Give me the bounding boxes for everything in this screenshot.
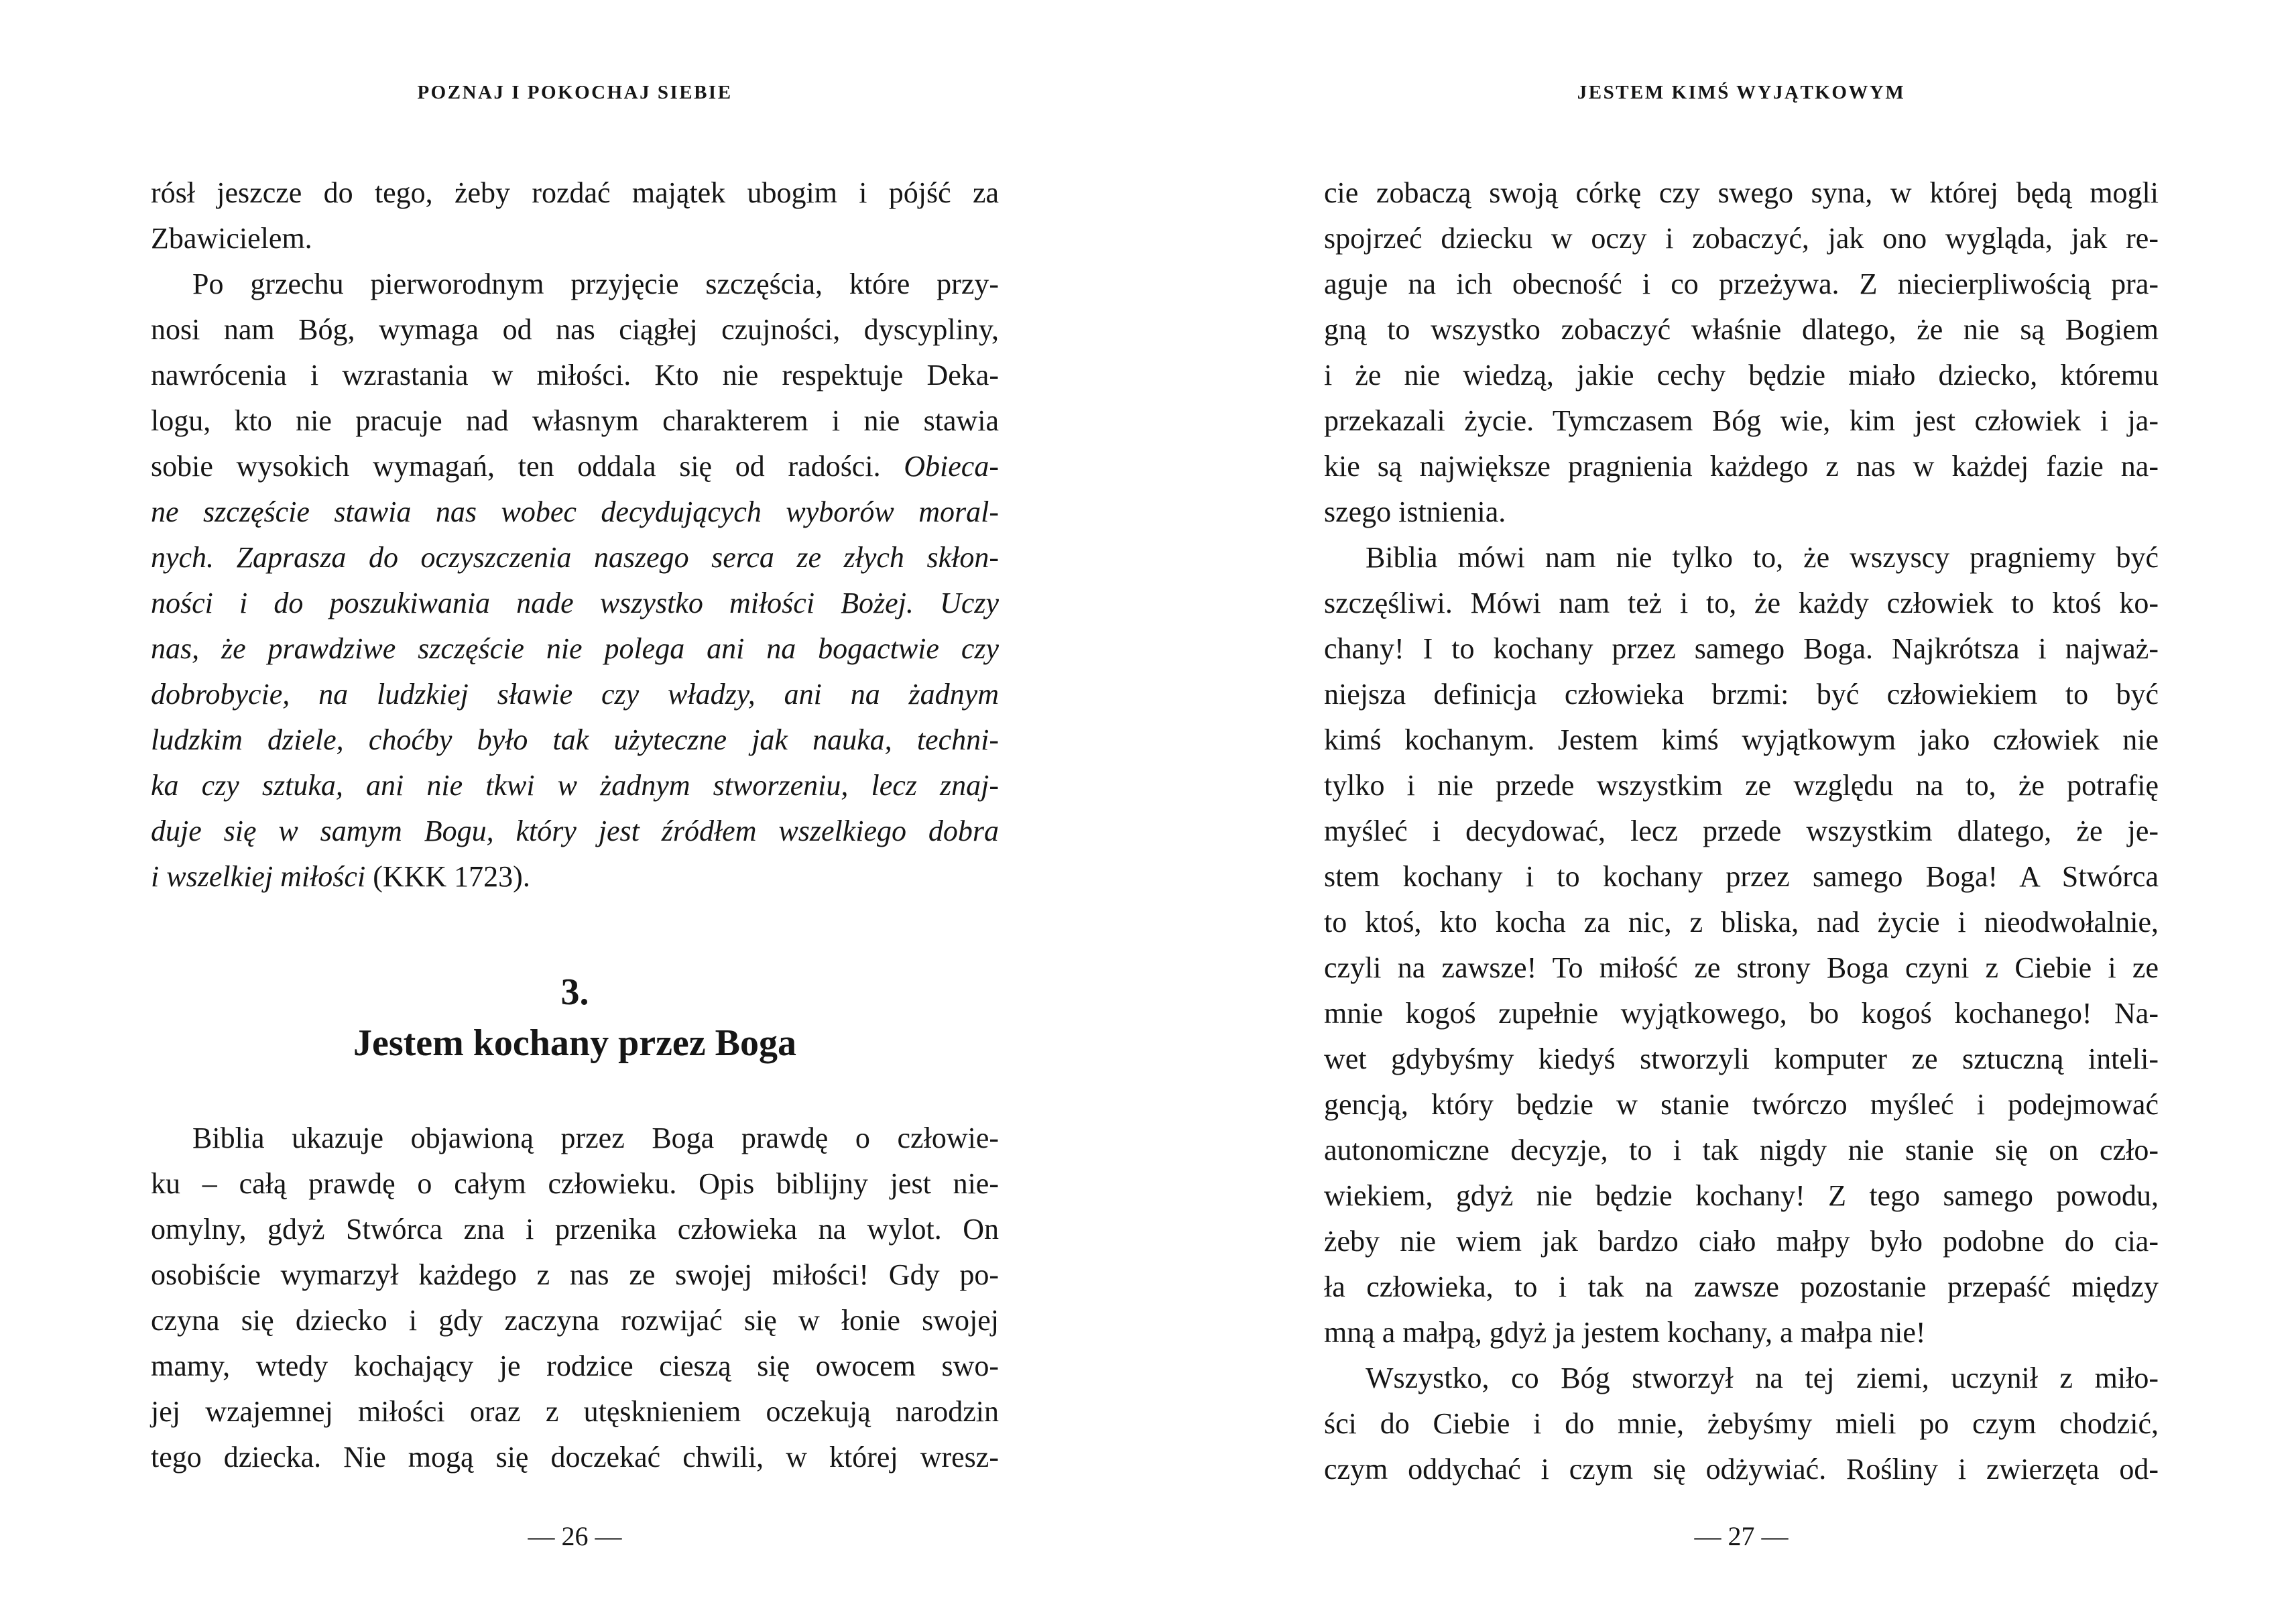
text-segment: szczęśliwi. Mówi nam też i to, że każdy człowiek to ktoś ko- <box>1324 587 2159 619</box>
italic-text-segment: duje się w samym Bogu, który jest źródłem wszelkiego dobra <box>151 815 999 847</box>
text-line <box>151 1161 999 1207</box>
text-line <box>1324 1264 2159 1310</box>
text-line <box>151 763 999 808</box>
text-segment: myśleć i decydować, lecz przede wszystkim dlatego, że je- <box>1324 815 2159 847</box>
text-segment: ła człowieka, to i tak na zawsze pozostanie przepaść między <box>1324 1270 2159 1303</box>
italic-text-segment: ka czy sztuka, ani nie tkwi w żadnym stworzeniu, lecz znaj- <box>151 769 999 802</box>
text-segment: gną to wszystko zobaczyć właśnie dlatego, że nie są Bogiem <box>1324 313 2159 346</box>
text-segment: jej wzajemnej miłości oraz z utęsknieniem oczekują narodzin <box>151 1395 999 1428</box>
text-segment: osobiście wymarzył każdego z nas ze swojej miłości! Gdy po- <box>151 1258 999 1291</box>
page-right <box>1324 0 2159 1623</box>
text-segment: cie zobaczą swoją córkę czy swego syna, w której będą mogli <box>1324 176 2159 209</box>
text-line <box>1324 991 2159 1036</box>
text-line <box>1324 398 2159 444</box>
text-segment: i że nie wiedzą, jakie cechy będzie miało dziecko, któremu <box>1324 359 2159 392</box>
text-segment: omylny, gdyż Stwórca zna i przenika człowieka na wylot. On <box>151 1213 999 1246</box>
text-line <box>151 581 999 626</box>
italic-text-segment: nych. Zaprasza do oczyszczenia naszego serca ze złych skłon- <box>151 541 999 574</box>
text-line <box>1324 444 2159 489</box>
text-line <box>151 170 999 216</box>
text-segment: kimś kochanym. Jestem kimś wyjątkowym jako człowiek nie <box>1324 723 2159 756</box>
text-line <box>1324 763 2159 808</box>
text-line <box>151 216 999 261</box>
page-body-left <box>151 170 999 1480</box>
italic-text-segment: ne szczęście stawia nas wobec decydujących wyborów moral- <box>151 495 999 528</box>
text-line <box>151 1252 999 1298</box>
paragraph <box>151 261 999 900</box>
running-head-left: POZNAJ I POKOCHAJ SIEBIE <box>417 82 733 103</box>
text-segment: mnie kogoś zupełnie wyjątkowego, bo kogoś kochanego! Na- <box>1324 997 2159 1030</box>
text-segment: Po grzechu pierworodnym przyjęcie szczęścia, które przy- <box>192 267 999 300</box>
running-head-right: JESTEM KIMŚ WYJĄTKOWYM <box>1577 82 1906 103</box>
text-segment: mną a małpą, gdyż ja jestem kochany, a małpa nie! <box>1324 1316 1926 1349</box>
chapter-title: Jestem kochany przez Boga <box>353 1022 796 1064</box>
text-segment: logu, kto nie pracuje nad własnym charakterem i nie stawia <box>151 404 999 437</box>
text-line <box>151 1116 999 1161</box>
text-line <box>151 717 999 763</box>
text-line <box>151 1343 999 1389</box>
text-line <box>151 626 999 672</box>
text-line <box>151 808 999 854</box>
text-line <box>151 535 999 581</box>
text-line <box>151 1389 999 1435</box>
text-line <box>1324 945 2159 991</box>
text-line <box>151 672 999 717</box>
text-segment: to ktoś, kto kocha za nic, z bliska, nad życie i nieodwołalnie, <box>1324 906 2159 939</box>
text-line <box>151 353 999 398</box>
text-line <box>1324 535 2159 581</box>
page-left <box>151 0 999 1623</box>
text-line <box>1324 1219 2159 1264</box>
text-segment: autonomiczne decyzje, to i tak nigdy nie stanie się on czło- <box>1324 1134 2159 1166</box>
text-segment: sobie wysokich wymagań, ten oddala się od radości. <box>151 450 904 483</box>
text-line <box>1324 216 2159 261</box>
text-line <box>1324 1082 2159 1128</box>
italic-text-segment: nas, że prawdziwe szczęście nie polega ani na bogactwie czy <box>151 632 999 665</box>
text-line <box>1324 717 2159 763</box>
text-line <box>1324 626 2159 672</box>
text-segment: niejsza definicja człowieka brzmi: być człowiekiem to być <box>1324 678 2159 711</box>
paragraph <box>151 1116 999 1480</box>
text-segment: Biblia ukazuje objawioną przez Boga prawdę o człowie- <box>192 1122 999 1154</box>
text-line <box>1324 581 2159 626</box>
text-segment: (KKK 1723). <box>373 860 530 893</box>
text-line <box>151 1435 999 1480</box>
text-segment: Zbawicielem. <box>151 222 312 255</box>
text-segment: mamy, wtedy kochający je rodzice cieszą się owocem swo- <box>151 1349 999 1382</box>
text-segment: aguje na ich obecność i co przeżywa. Z niecierpliwością pra- <box>1324 267 2159 300</box>
text-line <box>1324 1036 2159 1082</box>
text-segment: Biblia mówi nam nie tylko to, że wszyscy pragniemy być <box>1366 541 2159 574</box>
italic-text-segment: dobrobycie, na ludzkiej sławie czy władzy, ani na żadnym <box>151 678 999 711</box>
text-segment: rósł jeszcze do tego, żeby rozdać majątek ubogim i pójść za <box>151 176 999 209</box>
italic-text-segment: i wszelkiej miłości <box>151 860 373 893</box>
text-segment: chany! I to kochany przez samego Boga. Najkrótsza i najważ- <box>1324 632 2159 665</box>
italic-text-segment: Obieca- <box>904 450 999 483</box>
text-segment: kie są największe pragnienia każdego z nas w każdej fazie na- <box>1324 450 2159 483</box>
italic-text-segment: ludzkim dziele, choćby było tak użyteczne jak nauka, techni- <box>151 723 999 756</box>
text-line <box>1324 170 2159 216</box>
text-segment: spojrzeć dziecku w oczy i zobaczyć, jak ono wygląda, jak re- <box>1324 222 2159 255</box>
text-segment: ku – całą prawdę o całym człowieku. Opis biblijny jest nie- <box>151 1167 999 1200</box>
text-segment: wiekiem, gdyż nie będzie kochany! Z tego samego powodu, <box>1324 1179 2159 1212</box>
text-segment: gencją, który będzie w stanie twórczo myśleć i podejmować <box>1324 1088 2159 1121</box>
text-line <box>1324 1356 2159 1401</box>
text-line <box>1324 900 2159 945</box>
text-line <box>151 261 999 307</box>
text-line <box>1324 672 2159 717</box>
text-segment: wet gdybyśmy kiedyś stworzyli komputer ze sztuczną inteli- <box>1324 1042 2159 1075</box>
text-line <box>151 1298 999 1343</box>
text-line <box>1324 261 2159 307</box>
text-segment: czyna się dziecko i gdy zaczyna rozwijać się w łonie swojej <box>151 1304 999 1337</box>
page-body-right <box>1324 170 2159 1492</box>
page-number-left: — 26 — <box>528 1521 622 1551</box>
italic-text-segment: ności i do poszukiwania nade wszystko miłości Bożej. Uczy <box>151 587 999 619</box>
text-line <box>1324 1173 2159 1219</box>
text-line <box>151 1207 999 1252</box>
text-segment: Wszystko, co Bóg stworzył na tej ziemi, uczynił z miło- <box>1366 1362 2159 1394</box>
text-line <box>151 307 999 353</box>
paragraph <box>1324 535 2159 1356</box>
text-line <box>151 444 999 489</box>
text-segment: ści do Ciebie i do mnie, żebyśmy mieli po czym chodzić, <box>1324 1407 2159 1440</box>
text-segment: nosi nam Bóg, wymaga od nas ciągłej czujności, dyscypliny, <box>151 313 999 346</box>
text-line <box>1324 1447 2159 1492</box>
paragraph <box>1324 1356 2159 1492</box>
chapter-number: 3. <box>560 971 589 1013</box>
text-line <box>1324 353 2159 398</box>
text-segment: nawrócenia i wzrastania w miłości. Kto nie respektuje Deka- <box>151 359 999 392</box>
text-line <box>151 854 999 900</box>
text-line <box>1324 1401 2159 1447</box>
page-number-right: — 27 — <box>1694 1521 1789 1551</box>
text-line <box>1324 808 2159 854</box>
section-heading <box>151 967 999 1069</box>
text-segment: szego istnienia. <box>1324 495 1506 528</box>
text-line <box>151 489 999 535</box>
text-line <box>1324 307 2159 353</box>
text-segment: tego dziecka. Nie mogą się doczekać chwili, w której wresz- <box>151 1441 999 1474</box>
text-line <box>1324 489 2159 535</box>
text-segment: żeby nie wiem jak bardzo ciało małpy było podobne do cia- <box>1324 1225 2159 1258</box>
text-line <box>1324 1310 2159 1356</box>
text-segment: czyli na zawsze! To miłość ze strony Boga czyni z Ciebie i ze <box>1324 951 2159 984</box>
paragraph <box>151 170 999 261</box>
text-line <box>1324 854 2159 900</box>
text-segment: stem kochany i to kochany przez samego Boga! A Stwórca <box>1324 860 2159 893</box>
text-segment: tylko i nie przede wszystkim ze względu na to, że potrafię <box>1324 769 2159 802</box>
text-segment: czym oddychać i czym się odżywiać. Rośliny i zwierzęta od- <box>1324 1453 2159 1486</box>
paragraph <box>1324 170 2159 535</box>
text-line <box>151 398 999 444</box>
text-line <box>1324 1128 2159 1173</box>
text-segment: przekazali życie. Tymczasem Bóg wie, kim jest człowiek i ja- <box>1324 404 2159 437</box>
